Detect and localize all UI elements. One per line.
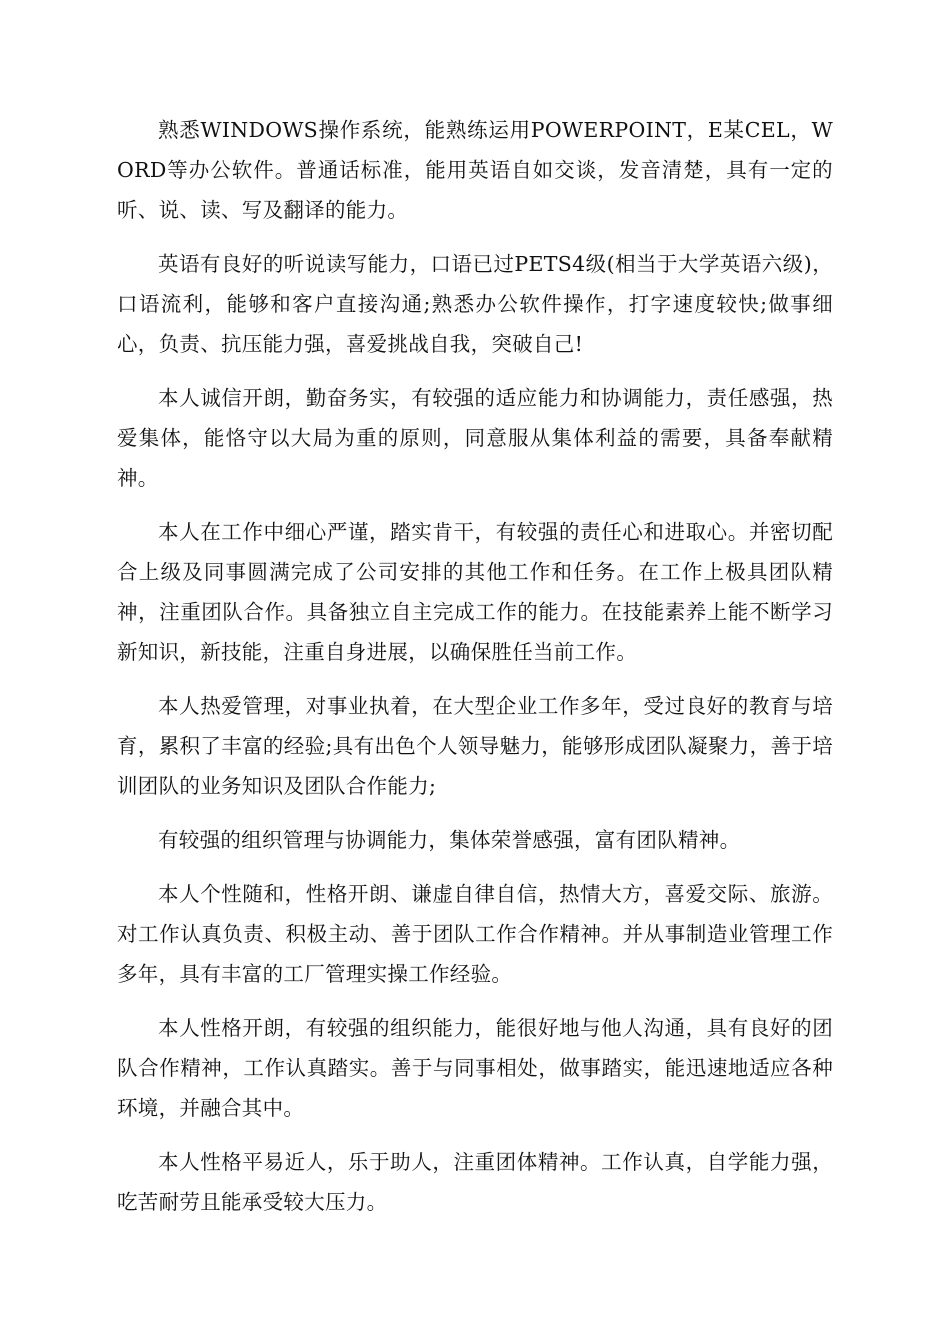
paragraph-english-ability: 英语有良好的听说读写能力，口语已过PETS4级(相当于大学英语六级)，口语流利，能够和客户直接沟通;熟悉办公软件操作，打字速度较快;做事细心，负责、抗压能力强，喜爱挑战自我，突破自己! [117, 252, 833, 356]
paragraph-work-attitude: 本人在工作中细心严谨，踏实肯干，有较强的责任心和进取心。并密切配合上级及同事圆满完成了公司安排的其他工作和任务。在工作上极具团队精神，注重团队合作。具备独立自主完成工作的能力。在技能素养上能不断学习新知识，新技能，注重自身进展，以确保胜任当前工作。 [117, 520, 833, 664]
paragraph-teamwork: 本人性格开朗，有较强的组织能力，能很好地与他人沟通，具有良好的团队合作精神，工作认真踏实。善于与同事相处，做事踏实，能迅速地适应各种环境，并融合其中。 [117, 1016, 833, 1120]
paragraph-management: 本人热爱管理，对事业执着，在大型企业工作多年，受过良好的教育与培育，累积了丰富的经验;具有出色个人领导魅力，能够形成团队凝聚力，善于培训团队的业务知识及团队合作能力; [117, 694, 833, 798]
paragraph-personality: 本人个性随和，性格开朗、谦虚自律自信，热情大方，喜爱交际、旅游。对工作认真负责、积极主动、善于团队工作合作精神。并从事制造业管理工作多年，具有丰富的工厂管理实操工作经验。 [117, 882, 833, 986]
document-page [117, 110, 833, 1236]
paragraph-integrity: 本人诚信开朗，勤奋务实，有较强的适应能力和协调能力，责任感强，热爱集体，能恪守以大局为重的原则，同意服从集体利益的需要，具备奉献精神。 [117, 386, 833, 490]
paragraph-office-skills: 熟悉WINDOWS操作系统，能熟练运用POWERPOINT，E某CEL，WORD等办公软件。普通话标准，能用英语自如交谈，发音清楚，具有一定的听、说、读、写及翻译的能力。 [117, 118, 833, 222]
paragraph-organization: 有较强的组织管理与协调能力，集体荣誉感强，富有团队精神。 [158, 828, 741, 852]
paragraph-approachable: 本人性格平易近人，乐于助人，注重团体精神。工作认真，自学能力强，吃苦耐劳且能承受较大压力。 [117, 1150, 833, 1214]
